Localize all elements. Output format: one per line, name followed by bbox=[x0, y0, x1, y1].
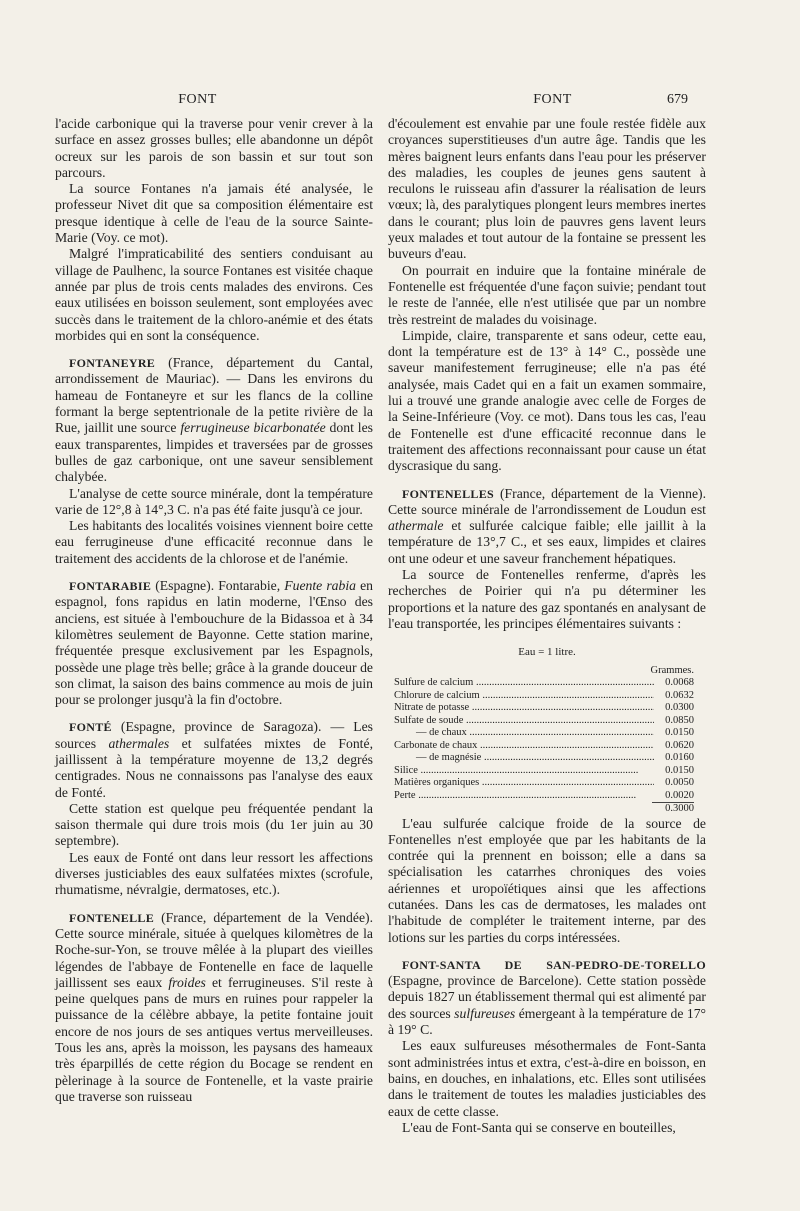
entry-text-continued: dont les eaux transparentes, limpides et traversées par de grosses bulles de gaz carbonique, ont une saveur sensiblement chalybée. bbox=[55, 420, 373, 485]
page-number: 679 bbox=[667, 92, 688, 107]
table-title: Eau = 1 litre. bbox=[518, 646, 576, 659]
table-total: 0.3000 bbox=[652, 802, 694, 816]
table-body bbox=[394, 665, 694, 816]
table-row-value: 0.0160 bbox=[665, 752, 694, 763]
entry-text-continued: et sulfatées mixtes de Fonté, jaillissent à la température moyenne de 13,2 degrés centigrades. Nous ne connaissons pas l'analyse des eaux de Fonté. bbox=[55, 735, 373, 800]
table-row bbox=[394, 777, 694, 790]
table-row-label: Carbonate de chaux ..... bbox=[394, 740, 654, 753]
table-row bbox=[394, 702, 694, 715]
table-row-value: 0.0020 bbox=[665, 789, 694, 801]
entry-text-continued: émergeant à la température de 17° à 19° C. bbox=[388, 1005, 707, 1038]
entry-headword: FONT-SANTA DE SAN-PEDRO-DE-TORELLO bbox=[402, 957, 706, 972]
entry-italic-term: froides bbox=[168, 974, 206, 990]
table-row bbox=[394, 715, 694, 728]
entry-text: (Espagne, province de Saragoza). — Les sources bbox=[55, 719, 373, 751]
table-row-label: Matières organiques ..... bbox=[394, 777, 654, 790]
table-row bbox=[394, 677, 694, 690]
paragraph: L'eau sulfurée calcique froide de la source de Fontenelles n'est employée que par les habitants de la contrée qui la prennent en boisson; elle a dans sa spécialisation les catarrhes chroniques des voies aériennes et uropoïétiques ainsi que les affections cutanées. Dans les cas de dermatoses, les malades ont l'habitude de compléter le traitement interne, par des lotions sur les parties du corps intéressées. bbox=[388, 815, 706, 945]
continued-paragraph: l'acide carbonique qui la traverse pour venir crever à la surface en assez grosses bulles; elle abandonne un dépôt ocreux sur les parois de son bassin et sur tout son parcours. bbox=[55, 116, 373, 180]
entry-italic-term: athermales bbox=[108, 735, 170, 751]
entry-text: (Espagne). Fontarabie, bbox=[151, 578, 285, 594]
table-row-label: — de chaux ..... bbox=[394, 727, 654, 740]
entry-text: (France, département de la Vendée). Cette source minérale, située à quelques kilomètres de la Roche-sur-Yon, se trouve mêlée à la plupart des vieilles légendes de l'abbaye de Fontenelle en face de laquelle jaillissent ses eaux bbox=[55, 909, 373, 990]
paragraph: Malgré l'impraticabilité des sentiers conduisant au village de Paulhenc, la source Fontanes est visitée chaque année par plus de trois cents malades des environs. Ces eaux utilisées en boisson seulement, sont employées avec succès dans le traitement de la chloro-anémie et des états morbides qui en sont la conséquence. bbox=[55, 246, 373, 343]
left-column bbox=[55, 116, 373, 1105]
paragraph: Cette station est quelque peu fréquentée pendant la saison thermale qui dure trois mois (du 1er juin au 30 septembre). bbox=[55, 800, 373, 849]
table-unit-header: Grammes. bbox=[650, 664, 694, 676]
table-row bbox=[394, 790, 694, 803]
entry-italic-term: sulfureuses bbox=[454, 1005, 516, 1021]
entry-italic-term: Fuente rabia bbox=[284, 578, 356, 594]
right-column bbox=[388, 116, 706, 1136]
dictionary-entry bbox=[55, 578, 373, 708]
entry-italic-term: ferrugineuse bicarbonatée bbox=[180, 420, 326, 436]
table-row-value: 0.0620 bbox=[665, 739, 694, 751]
entry-text-continued: en espagnol, fons rapidus en latin moderne, l'Œnso des anciens, est située à l'embouchure de la Bidassoa et à 34 kilomètres seulement de Bayonne. Cette station marine, fréquentée presque exclusivement par les Espagnols, possède une plage très belle; grâce à la grande douceur de son climat, la saison des bains commence au mois de juin pour se prolonger jusqu'à la fin d'octobre. bbox=[55, 578, 373, 708]
right-column-bottom bbox=[388, 816, 706, 1137]
entry-text: (Espagne, province de Barcelone). Cette station possède depuis 1827 un établissement thermal qui est alimenté par des sources bbox=[388, 973, 706, 1021]
running-header-left: FONT bbox=[178, 92, 217, 107]
paragraph: Les habitants des localités voisines viennent boire cette eau ferrugineuse d'une efficacité reconnue dans le traitement des accidents de la chlorose et de l'anémie. bbox=[55, 518, 373, 566]
dictionary-entry bbox=[55, 355, 373, 485]
table-row-value: 0.0850 bbox=[665, 714, 694, 726]
paragraph: La source Fontanes n'a jamais été analysée, le professeur Nivet dit que sa composition élémentaire est presque identique à celle de l'eau de la source Sainte-Marie (Voy. ce mot). bbox=[55, 181, 373, 246]
entry-italic-term: athermale bbox=[388, 518, 444, 534]
entry-headword: FONTÉ bbox=[69, 720, 112, 735]
table-row-value: 0.0632 bbox=[665, 689, 694, 701]
dictionary-entry bbox=[55, 910, 373, 1106]
table-row-label: Silice ..... bbox=[394, 765, 654, 778]
table-row-label: Chlorure de calcium ..... bbox=[394, 690, 654, 703]
right-column-top bbox=[388, 116, 706, 632]
table-row bbox=[394, 765, 694, 778]
table-row-label: Perte ..... bbox=[394, 790, 654, 803]
dictionary-entry bbox=[388, 486, 706, 567]
entry-headword: FONTANEYRE bbox=[69, 356, 156, 371]
entry-headword: FONTENELLES bbox=[402, 486, 494, 501]
paragraph: La source de Fontenelles renferme, d'après les recherches de Poirier qui n'a pu déterminer les proportions et la nature des gaz spontanés en analysant de l'eau transportée, les principes élémentaires suivants : bbox=[388, 567, 706, 631]
table-row bbox=[394, 690, 694, 703]
continued-paragraph: d'écoulement est envahie par une foule restée fidèle aux croyances superstitieuses d'un autre âge. Tandis que les mères baignent leurs enfants dans l'eau pour les préserver des maladies, les couples de jeunes gens sautent à reculons le ruisseau afin d'assurer la réalisation de leurs vœux; là, des paralytiques plongent leurs membres inertes dans le courant; plus loin de pauvres gens lavent leurs yeux malades et tout autour de la fontaine se pressent les buveurs d'eau. bbox=[388, 116, 706, 262]
entry-text-continued: et sulfurée calcique faible; elle jaillit à la température de 13°,7 C., et ses eaux, limpides et claires ont une odeur et une saveur franchement hépatiques. bbox=[388, 518, 706, 566]
entry-text-continued: et ferrugineuses. S'il reste à peine quelques pans de murs en ruines pour rappeler la puissance de la célèbre abbaye, la petite fontaine jouit encore de nos jours de ses antiques vertus merveilleuses. Tous les ans, après la moisson, les paysans des hameaux très éparpillés de cette région du Bocage se rendent en pèlerinage à la source de Fontenelle, et la vaste prairie que traverse son ruisseau bbox=[55, 974, 373, 1104]
paragraph: L'eau de Font-Santa qui se conserve en bouteilles, bbox=[402, 1119, 676, 1135]
paragraph: Limpide, claire, transparente et sans odeur, cette eau, dont la température est de 13° à 14° C., possède une saveur manifestement ferrugineuse; elle n'a pas été analysée, mais Cadet qui en a fait un examen sommaire, lui a trouvé une grande analogie avec celle de Forges de la Seine-Inférieure (Voy. ce mot). Dans tous les cas, l'eau de Fontenelle est d'une efficacité reconnue dans le traitement des affections reconnaissant pour cause un état dyscrasique du sang. bbox=[388, 327, 706, 474]
dictionary-entry bbox=[388, 957, 706, 1038]
table-row-value: 0.0150 bbox=[665, 764, 694, 776]
paragraph: Les eaux de Fonté ont dans leur ressort les affections diverses justiciables des eaux sulfatées mixtes (scrofule, rhumatisme, névralgie, dermatoses, etc.). bbox=[55, 849, 373, 898]
table-row-value: 0.0050 bbox=[665, 777, 694, 788]
analysis-table bbox=[388, 644, 706, 815]
paragraph: Les eaux sulfureuses mésothermales de Font-Santa sont administrées intus et extra, c'est-à-dire en boisson, en bains, en douches, en inhalations, etc. Elles sont utilisées dans le traitement de toutes les maladies justiciables des eaux de cette classe. bbox=[388, 1038, 706, 1119]
table-row bbox=[394, 740, 694, 753]
table-row bbox=[394, 727, 694, 740]
entry-text: (France, département de la Vienne). Cette source minérale de l'arrondissement de Loudun est bbox=[388, 485, 706, 517]
running-header-center: FONT bbox=[533, 92, 572, 107]
table-row-value: 0.0068 bbox=[665, 677, 694, 688]
table-row-label: Sulfure de calcium ..... bbox=[394, 677, 654, 690]
table-row-label: Nitrate de potasse ..... bbox=[394, 702, 654, 715]
entry-text: (France, département du Cantal, arrondissement de Mauriac). — Dans les environs du hameau de Fontaneyre et sur les flancs de la colline formant la berge septentrionale de la petite rivière de la Rue, jaillit une source bbox=[55, 355, 373, 436]
entry-headword: FONTARABIE bbox=[69, 579, 152, 594]
dictionary-entry bbox=[55, 719, 373, 800]
paragraph: On pourrait en induire que la fontaine minérale de Fontenelle est fréquentée d'une façon suivie; pendant tout le reste de l'année, elle n'est utilisée que par un nombre très restreint de malades du voisinage. bbox=[388, 262, 706, 327]
table-row-value: 0.0300 bbox=[665, 702, 694, 713]
table-row bbox=[394, 752, 694, 765]
table-row-value: 0.0150 bbox=[665, 727, 694, 738]
table-row-label: Sulfate de soude ..... bbox=[394, 715, 654, 728]
entry-headword: FONTENELLE bbox=[69, 910, 155, 925]
table-row-label: — de magnésie ..... bbox=[394, 752, 654, 765]
paragraph: L'analyse de cette source minérale, dont la température varie de 12°,8 à 14°,3 C. n'a pas été faite jusqu'à ce jour. bbox=[55, 485, 373, 517]
